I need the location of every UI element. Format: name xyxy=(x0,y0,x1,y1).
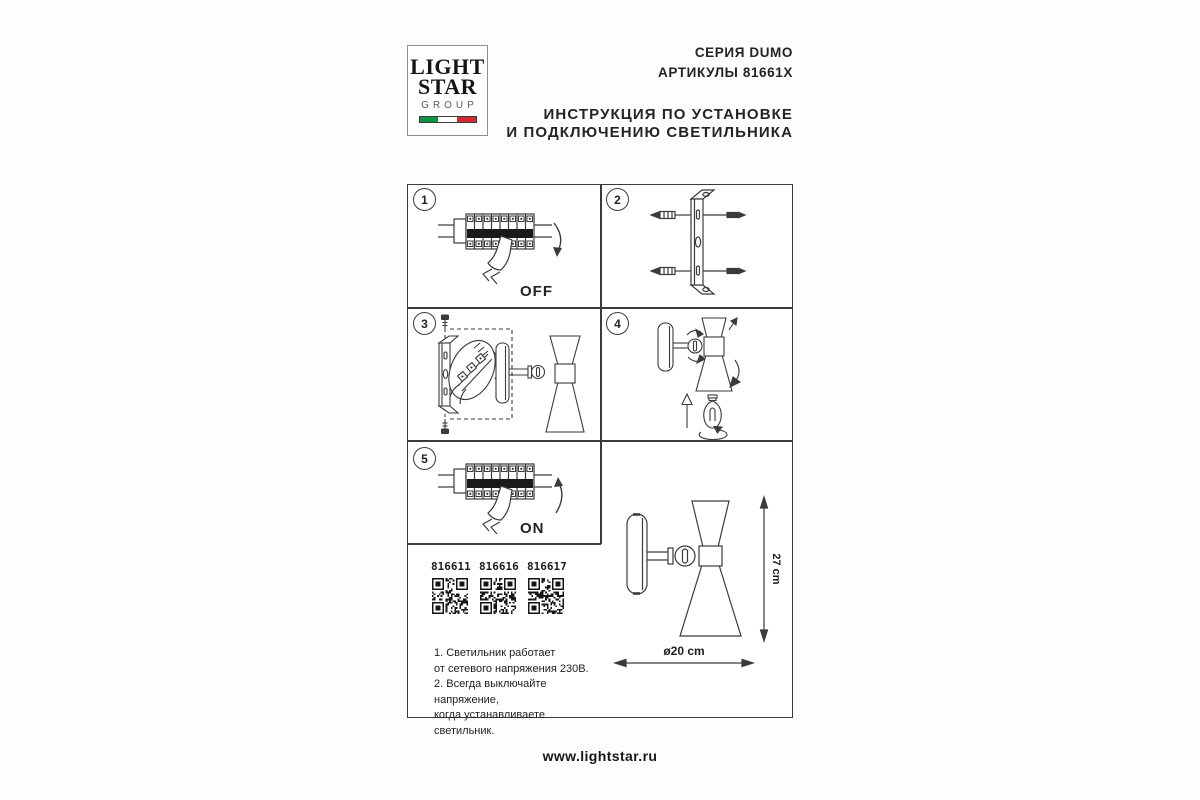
lightstar-logo xyxy=(407,45,488,136)
grid-horizontal-divider-3 xyxy=(408,543,601,545)
header xyxy=(506,43,793,142)
safety-notes xyxy=(434,646,599,739)
logo-word-star: STAR xyxy=(417,74,478,99)
step-4-illustration-bulb xyxy=(601,308,793,440)
step-5-illustration-breaker-on xyxy=(408,441,600,543)
logo-word-group: GROUP xyxy=(421,100,478,111)
height-dimension-label: 27 cm xyxy=(770,553,782,585)
italy-flag-icon xyxy=(419,116,477,123)
step-3-number: 3 xyxy=(413,312,436,335)
off-label: OFF xyxy=(520,283,553,300)
article-code: 816616 xyxy=(479,560,519,573)
series-label: СЕРИЯ DUMO xyxy=(694,45,793,60)
footer-url: www.lightstar.ru xyxy=(542,748,658,764)
instruction-title-line2: И ПОДКЛЮЧЕНИЮ СВЕТИЛЬНИКА xyxy=(506,124,793,141)
dimension-drawing xyxy=(601,441,793,717)
on-label: ON xyxy=(520,520,545,537)
qr-code xyxy=(528,578,564,614)
step-2-number: 2 xyxy=(606,188,629,211)
step-1-illustration-breaker-off xyxy=(408,185,600,307)
articles-label: АРТИКУЛЫ 81661X xyxy=(658,65,793,80)
qr-code xyxy=(432,578,468,614)
step-3-illustration-wiring xyxy=(408,308,600,440)
article-column xyxy=(479,560,517,614)
notes-line: 1. Светильник работает xyxy=(434,647,556,659)
article-column xyxy=(431,560,469,614)
instruction-title xyxy=(506,106,793,142)
step-5-number: 5 xyxy=(413,447,436,470)
step-4-number: 4 xyxy=(606,312,629,335)
article-code: 816611 xyxy=(431,560,471,573)
notes-line: 2. Всегда выключайте напряжение, xyxy=(434,678,547,706)
steps-grid xyxy=(407,184,793,737)
step-1-number: 1 xyxy=(413,188,436,211)
logo-word-light: LIGHT xyxy=(410,54,485,79)
qr-code xyxy=(480,578,516,614)
instruction-title-line1: ИНСТРУКЦИЯ ПО УСТАНОВКЕ xyxy=(543,106,793,123)
flag-white-stripe xyxy=(438,117,457,122)
article-code: 816617 xyxy=(527,560,567,573)
notes-line: когда устанавливаете светильник. xyxy=(434,709,546,737)
diameter-dimension-label: ø20 cm xyxy=(663,644,705,658)
arrow-down-icon xyxy=(553,223,562,257)
notes-line: от сетевого напряжения 230В. xyxy=(434,662,589,675)
flag-red-stripe xyxy=(457,117,476,122)
article-column xyxy=(527,560,565,614)
arrow-up-icon xyxy=(554,477,563,513)
article-qr-section xyxy=(431,560,565,614)
flag-green-stripe xyxy=(420,117,439,122)
step-2-illustration-bracket xyxy=(601,185,793,307)
